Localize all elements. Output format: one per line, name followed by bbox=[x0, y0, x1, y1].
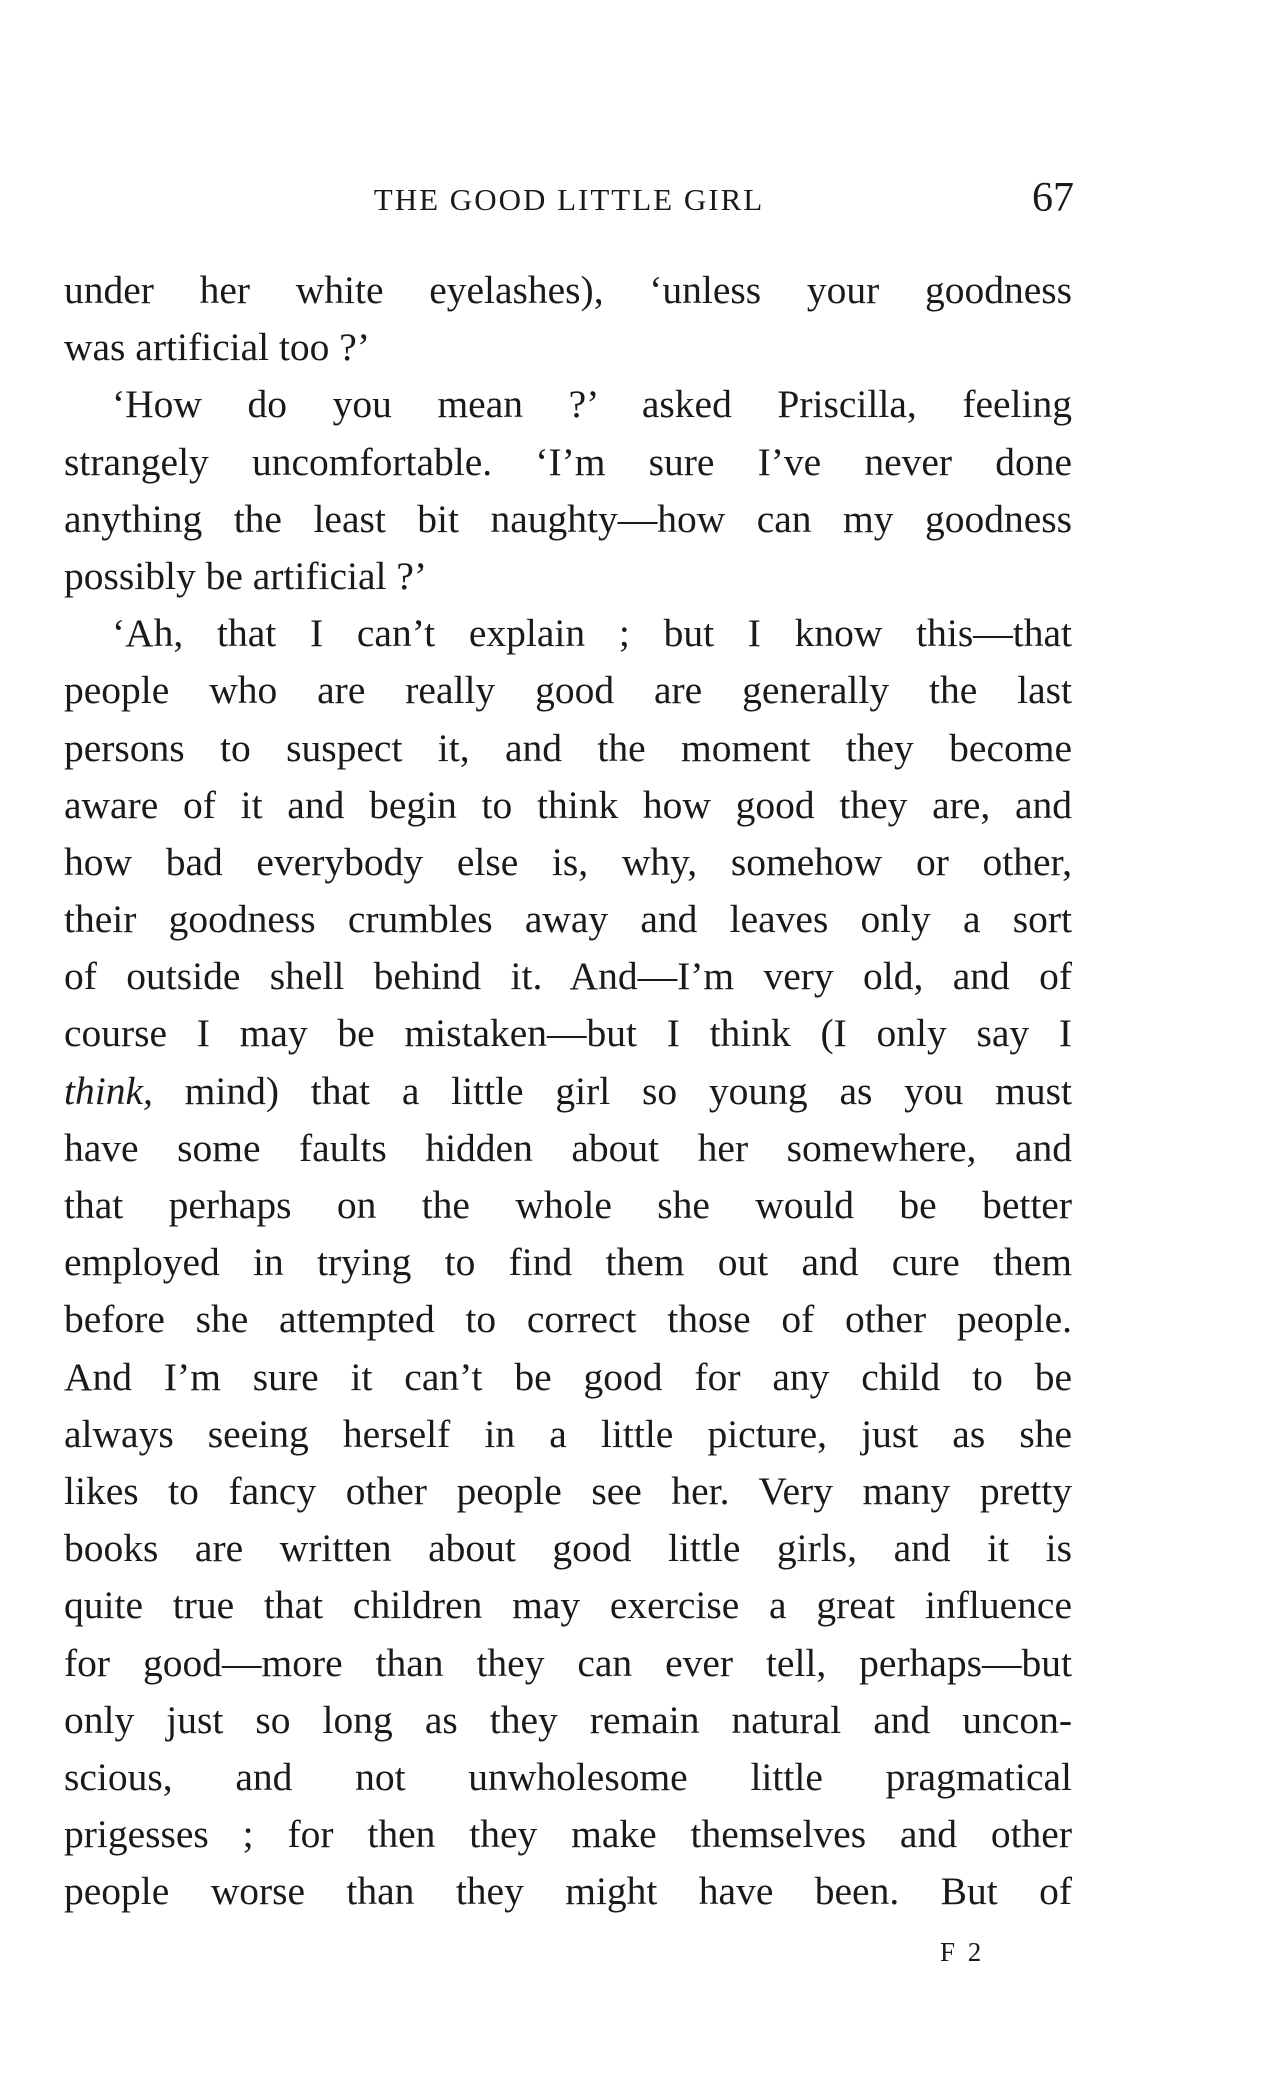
text-line: course I may be mistaken—but I think (I only say I bbox=[64, 1011, 1072, 1056]
text-line: strangely uncomfortable. ‘I’m sure I’ve never done bbox=[64, 439, 1072, 484]
text-line: how bad everybody else is, why, somehow or other, bbox=[64, 839, 1072, 884]
signature-mark: F 2 bbox=[940, 1937, 985, 1967]
text-line-with-italic bbox=[64, 1063, 1072, 1120]
text-line: that perhaps on the whole she would be better bbox=[64, 1183, 1072, 1227]
text-line: only just so long as they remain natural and uncon- bbox=[64, 1697, 1072, 1742]
text-line: ‘Ah, that I can’t explain ; but I know this—that bbox=[112, 611, 1072, 656]
text-line: quite true that children may exercise a great influence bbox=[64, 1583, 1072, 1628]
body-text bbox=[64, 262, 1072, 1920]
text-line: persons to suspect it, and the moment they become bbox=[64, 725, 1072, 770]
text-line: possibly be artificial ?’ bbox=[64, 553, 428, 598]
text-line: of outside shell behind it. And—I’m very old, and of bbox=[64, 954, 1072, 999]
text-line: ‘How do you mean ?’ asked Priscilla, feeling bbox=[112, 382, 1072, 427]
text-line: employed in trying to find them out and cure them bbox=[64, 1240, 1072, 1285]
text-line: aware of it and begin to think how good they are, and bbox=[64, 782, 1072, 827]
text-line: anything the least bit naughty—how can my goodness bbox=[64, 496, 1072, 541]
text-line: scious, and not unwholesome little pragmatical bbox=[64, 1754, 1072, 1799]
text-line: before she attempted to correct those of other people. bbox=[64, 1297, 1072, 1342]
running-title: THE GOOD LITTLE GIRL bbox=[373, 182, 765, 217]
text-line: people who are really good are generally the last bbox=[64, 668, 1072, 713]
text-line: have some faults hidden about her somewhere, and bbox=[64, 1125, 1072, 1170]
text-line: always seeing herself in a little picture, just as she bbox=[64, 1411, 1072, 1456]
text-line: prigesses ; for then they make themselves and other bbox=[64, 1812, 1072, 1857]
text-line: their goodness crumbles away and leaves only a sort bbox=[64, 897, 1072, 942]
text-line: was artificial too ?’ bbox=[64, 325, 370, 370]
text-line: books are written about good little girls, and it is bbox=[64, 1526, 1072, 1571]
text-line: And I’m sure it can’t be good for any child to be bbox=[64, 1354, 1072, 1399]
page-number: 67 bbox=[1032, 175, 1074, 221]
text-line-rest: mind) that a little girl so young as you must bbox=[184, 1068, 1073, 1113]
italic-word: think, bbox=[64, 1068, 153, 1113]
text-line: under her white eyelashes), ‘unless your goodness bbox=[64, 268, 1072, 312]
running-head bbox=[64, 174, 1074, 224]
text-line: people worse than they might have been. But of bbox=[64, 1869, 1072, 1914]
text-line: for good—more than they can ever tell, perhaps—but bbox=[64, 1640, 1072, 1685]
text-line: likes to fancy other people see her. Very many pretty bbox=[64, 1468, 1072, 1513]
